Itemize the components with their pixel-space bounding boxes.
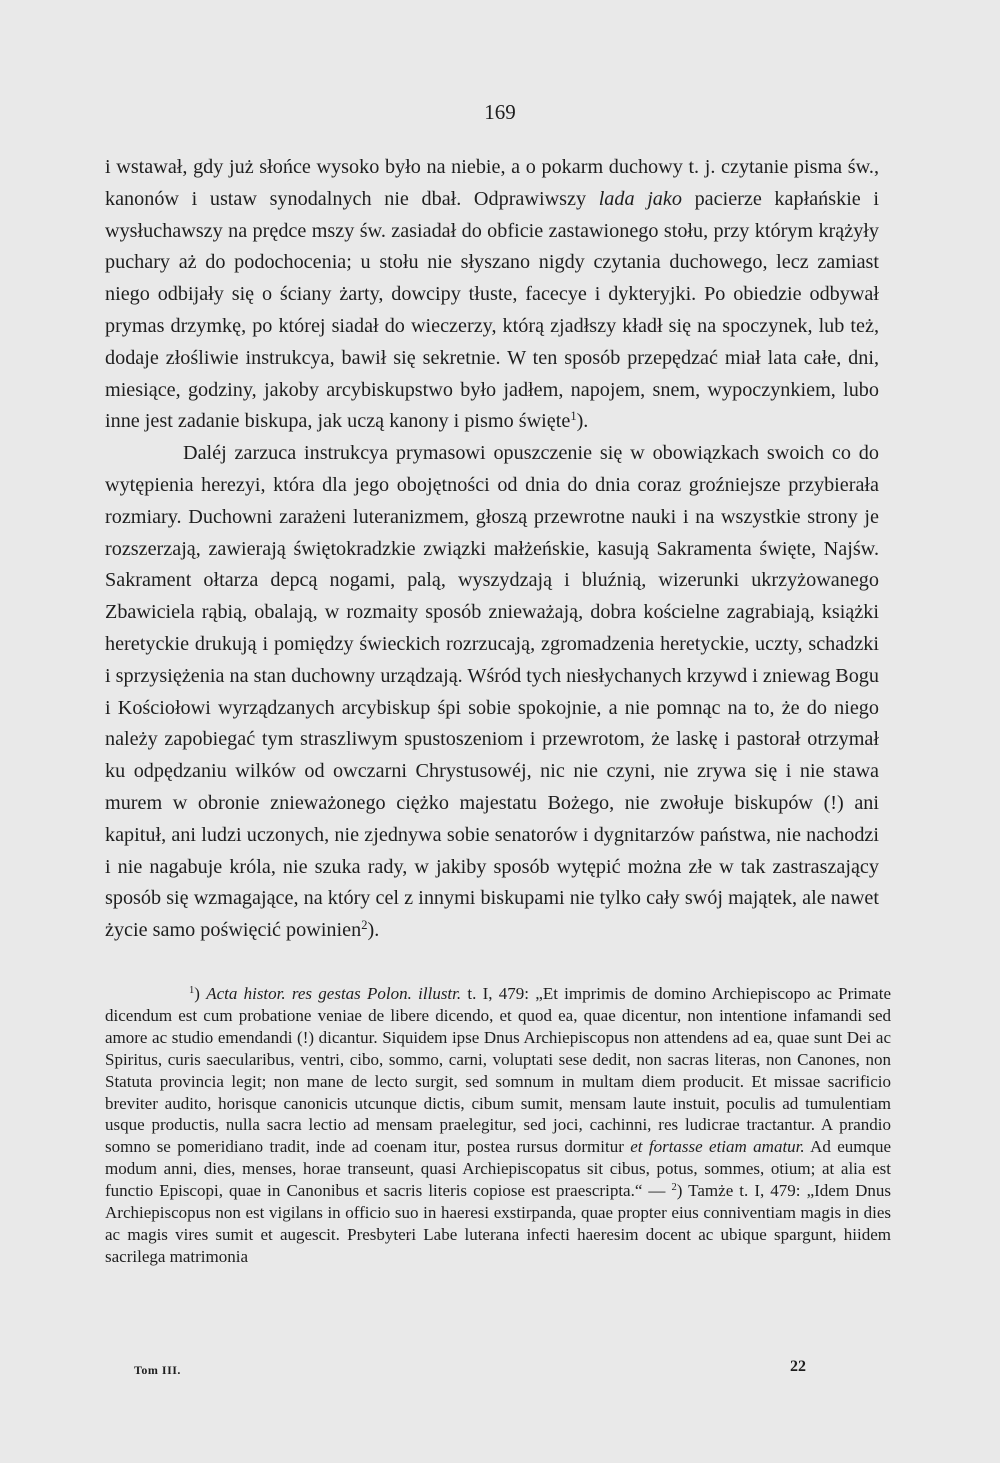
footnote — [105, 983, 891, 1268]
paragraph-1-italic: lada jako — [598, 187, 682, 210]
paragraph-2-text: Daléj zarzuca instrukcya prymasowi opuszczenie się w obowiązkach swoich co do wytępienia herezyi, która dla jego obojętności od dnia do dnia coraz groźniejsze przybierała rozmiary. Duchowni zarażeni luteranizmem, głoszą przewrotne nauki i na wszystkie strony je rozszerzają, zawierają świętokradzkie związki małżeńskie, kasują Sakramenta święte, Najśw. Sakrament ołtarza depcą nogami, palą, wyszydzają i bluźnią, wizerunki ukrzyżowanego Zbawiciela rąbią, obalają, w rozmaity sposób znieważają, dobra kościelne zagrabiają, książki heretyckie drukują i pomiędzy świeckich rozrzucają, zgromadzenia heretyckie, uczty, schadzki i sprzysiężenia na stan duchowny urządzają. Wśród tych niesłychanych krzywd i zniewag Bogu i Kościołowi wyrządzanych arcybiskup śpi sobie spokojnie, a nie pomnąc na to, że do niego należy zapobiegać tym straszliwym spustoszeniom i przewrotom, że laskę i pastorał otrzymał ku odpędzaniu wilków od owczarni Chrystusowéj, nic nie czyni, nie zrywa się i nie stawa murem w obronie znieważonego ciężko majestatu Bożego, nie zwołuje biskupów (!) ani kapituł, ani ludzi uczonych, nie zjednywa sobie senatorów i dygnitarzów państwa, nie nachodzi i nie nagabuje króla, nie szuka rady, w jakiby sposób wytępić można złe w tak zastraszający sposób się wzmagające, na który cel z innymi biskupami nie tylko cały swój majątek, ale nawet życie samo poświęcić powinien — [105, 442, 879, 942]
paragraph-2 — [105, 438, 879, 947]
paragraph-1-text-c: pacierze kapłańskie i wysłuchawszy na prędce mszy św. zasiadał do obficie zastawionego stołu, przy którym krążyły puchary aż do podochocenia; u stołu nie słyszano nigdy czytania duchowego, lecz zamiast niego odbijały się o ściany żarty, dowcipy tłuste, facecye i dykteryjki. Po obiedzie odbywał prymas drzymkę, po której siadał do wieczerzy, którą zjadłszy kładł się na spoczynek, lub też, dodaje złośliwie instrukcya, bawił się sekretnie. W ten sposób przepędzać miał lata całe, dni, miesiące, godziny, jakoby arcybiskupstwo było jadłem, napojem, snem, wypoczynkiem, lubo inne jest zadanie biskupa, jak uczą kanony i pismo święte — [105, 187, 879, 433]
footnote-2-marker: 2 — [671, 1182, 677, 1194]
footnote-1-text: t. I, 479: „Et imprimis de domino Archiepiscopo ac Primate dicendum est cum probatione veniae de libere dicendo, et quod ea, quae dicentur, non intentione infamandi sed amore ac studio emendandi (!) dicantur. Siquidem ipse Dnus Archiepiscopus non attendens ad ea, quae sunt Dei ac Spiritus, curis saecularibus, ventri, cibo, sommo, carni, voluptati sese dedit, non sacras literas, non Canones, non Statuta provincia legit; non mane de lecto surgit, sed somnum in multam diem producit. Et missae sacrificio breviter audito, horisque canonicis utcunque dictis, cibum sumit, mensam laute instuit, poculis ad tumulentiam usque productis, nulla sacra lectio ad mensam praelegitur, sed joci, cachinni, res ludicrae tractantur. A prandio somno se pomeridiano tradit, inde ad coenam itur, postea rursus dormitur — [105, 984, 891, 1157]
footnote-1-marker: 1 — [189, 985, 195, 997]
footnote-ref-2: 2 — [361, 918, 368, 933]
footnotes — [105, 983, 891, 1268]
volume-label: Tom III. — [134, 1363, 181, 1377]
main-text — [105, 152, 879, 947]
paragraph-1 — [105, 152, 879, 438]
page-number: 169 — [484, 100, 516, 124]
paragraph-1-text-a: i wstawał, gdy już słońce wysoko było na niebie, a o pokarm duchowy t. j. czytanie pisma św., kanonów i ustaw synodalnych nie dbał. Odprawiwszy — [105, 156, 879, 210]
footnote-2-text: ) Tamże t. I, 479: „Idem Dnus Archiepiscopus non est vigilans in officio suo in haeresi exstirpanda, quae propter eius conniventiam magis in dies ac magis vires sumit et augescit. Presbyteri Labe luterana infecti haeresim docent ac ubique spargunt, hiidem sacrilega matrimonia — [105, 1181, 892, 1266]
footnote-1-italic-phrase: et fortasse etiam amatur. — [630, 1137, 805, 1157]
signature-mark: 22 — [790, 1358, 806, 1375]
footnote-1-source-title: Acta histor. res gestas Polon. illustr. — [206, 984, 462, 1003]
footnote-ref-1: 1 — [570, 409, 577, 424]
paragraph-1-end: ). — [576, 410, 589, 433]
footnote-1-text-end: Ad eumque modum anni, dies, menses, horae transeunt, quasi Archiepiscopatus sit cibus, potus, sommes, otium; at alia est functio Episcopi, quae in Canonibus et sacris literis copiose est praescripta.“ — — [105, 1137, 892, 1201]
footnote-1-paren: ) — [194, 984, 207, 1003]
paragraph-2-end: ). — [367, 919, 380, 942]
